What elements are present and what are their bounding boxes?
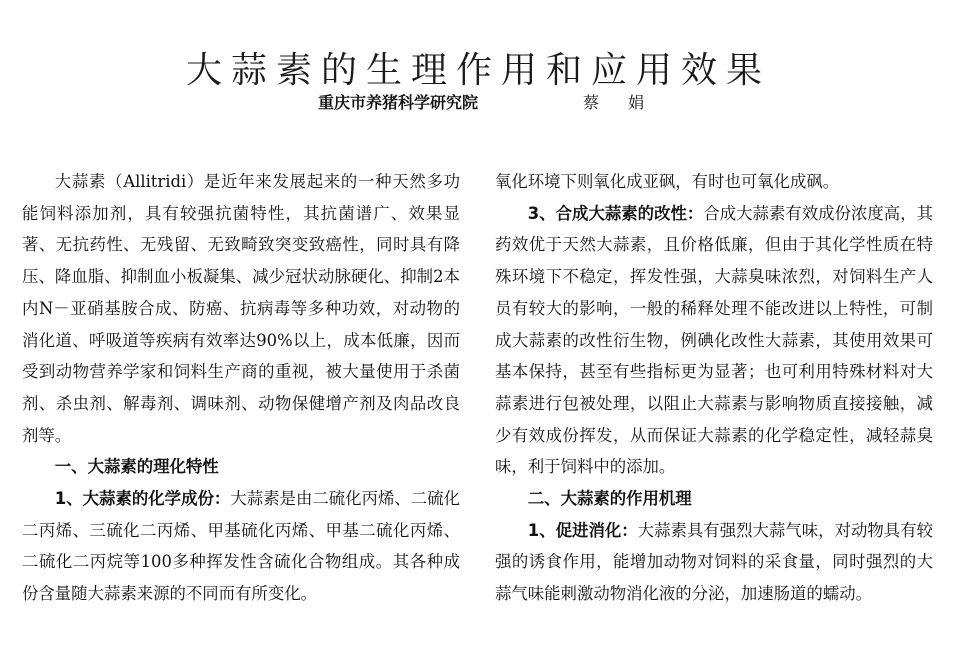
modification-text: 合成大蒜素有效成份浓度高，其药效优于天然大蒜素，且价格低廉，但由于其化学性质在特殊环境下不稳定，挥发性强，大蒜臭味浓烈，对饲料生产人员有较大的影响，一般的稀释处理不能改进以上特性，可制成大蒜素的改性衍生物，例碘化改性大蒜素，其使用效果可基本保持，甚至有些指标更为显著；也可利用特殊材料对大蒜素进行包被处理，以阻止大蒜素与影响物质直接接触，减少有效成份挥发，从而保证大蒜素的化学稳定性，减轻蒜臭味，利于饲料中的添加。 xyxy=(495,203,934,477)
digestion-text: 大蒜素具有强烈大蒜气味，对动物具有较强的诱食作用，能增加动物对饲料的采食量，同时强烈的大蒜气味能刺激动物消化液的分泌，加速肠道的蠕动。 xyxy=(495,520,934,604)
chemical-composition-paragraph xyxy=(22,483,460,610)
article-title: 大蒜素的生理作用和应用效果 xyxy=(185,50,771,92)
author-name: 蔡 娟 xyxy=(583,93,657,112)
synthetic-modification-paragraph xyxy=(495,198,933,483)
composition-text: 大蒜素是由二硫化丙烯、二硫化二丙烯、三硫化二丙烯、甲基硫化丙烯、甲基二硫化丙烯、二硫化二丙烷等100多种挥发性含硫化合物组成。其各种成份含量随大蒜素来源的不同而有所变化。 xyxy=(22,489,461,604)
subsection-lead-composition: 1、大蒜素的化学成份： xyxy=(54,489,231,509)
intro-paragraph: 大蒜素（Allitridi）是近年来发展起来的一种天然多功能饲料添加剂，具有较强抗菌特性，其抗菌谱广、效果显著、无抗药性、无残留、无致畸致突变致癌性，同时具有降压、降血脂、抑制血小板凝集、减少冠状动脉硬化、抑制2本内N－亚硝基胺合成、防癌、抗病毒等多种功效，对动物的消化道、呼吸道等疾病有效率达90%以上，成本低廉，因而受到动物营养学家和饲料生产商的重视，被大量使用于杀菌剂、杀虫剂、解毒剂、调味剂、动物保健增产剂及肉品改良剂等。 xyxy=(22,172,460,445)
right-column xyxy=(495,166,933,610)
subsection-lead-digestion: 1、促进消化： xyxy=(527,520,638,540)
subsection-lead-modification: 3、合成大蒜素的改性： xyxy=(527,203,704,223)
byline xyxy=(0,90,957,114)
left-column xyxy=(22,166,460,610)
section-heading-properties: 一、大蒜素的理化特性 xyxy=(54,457,219,477)
digestion-paragraph xyxy=(495,515,933,610)
section-heading-mechanism: 二、大蒜素的作用机理 xyxy=(527,489,692,509)
continued-paragraph: 氧化环境下则氧化成亚砜，有时也可氧化成砜。 xyxy=(495,172,840,191)
author-affiliation: 重庆市养猪科学研究院 xyxy=(318,93,479,112)
